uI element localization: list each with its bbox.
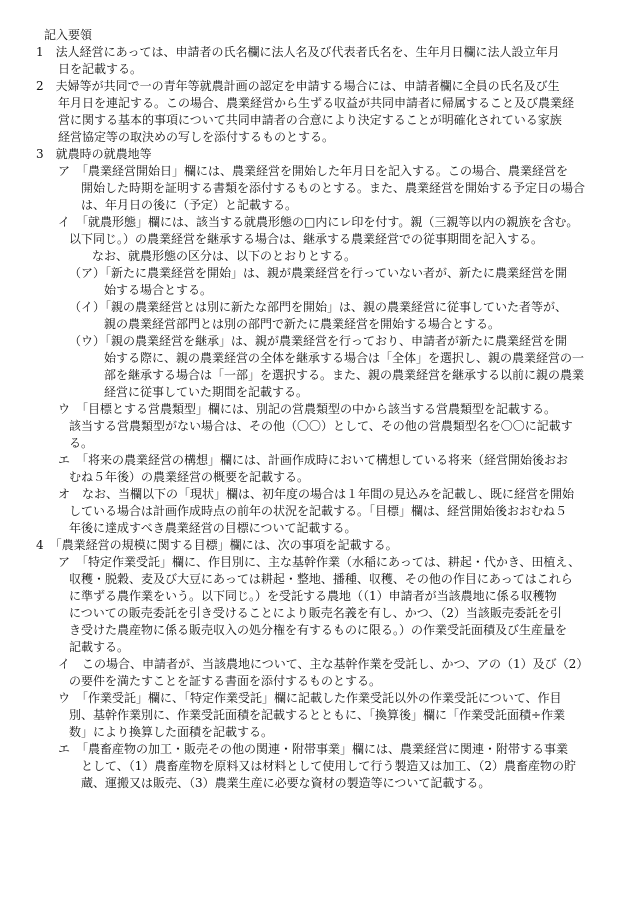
text-line: 経営に従事していた期間を記載する。 [104,385,309,399]
text-line: むね５年後）の農業経営の概要を記載する。 [69,470,310,484]
text-line: る。 [69,436,94,450]
text-line: 記載する。 [69,640,130,654]
text-line: は、年月日の後に（予定）と記載する。 [81,198,298,212]
text-line: 数」により換算した面積を記載する。 [69,725,274,739]
text-line: イ 「就農形態」欄には、該当する就農形態の□内にレ印を付す。親（三親等以内の親族を含む。 [58,215,579,229]
text-line: している場合は計画作成時点の前年の状況を記載する。「目標」欄は、経営開始後おおむね５ [69,504,568,518]
text-line: ウ 「作業受託」欄に、「特定作業受託」欄に記載した作業受託以外の作業受託について、作目 [58,691,562,705]
text-line: 営に関する基本的事項について共同申請者の合意により決定することが明確化されている家族 [58,113,562,127]
text-line: 以下同じ。）の農業経営を継承する場合は、継承する農業経営での従事期間を記入する。 [69,232,544,246]
text-line: 親の農業経営部門とは別の部門で新たに農業経営を開始する場合とする。 [104,317,501,331]
text-line: 4 「農業経営の規模に関する目標」欄には、次の事項を記載する。 [36,538,398,552]
text-line: （ア）「新たに農業経営を開始」は、親が農業経営を行っていない者が、新たに農業経営を開 [69,266,568,280]
text-line: ア 「特定作業受託」欄に、作目別に、主な基幹作業（水稲にあっては、耕起・代かき、田植え、 [58,555,581,569]
text-line: 経営協定等の取決めの写しを添付するものとする。 [58,130,335,144]
text-line: 日を記載する。 [58,62,143,76]
text-line: イ この場合、申請者が、当該農地について、主な基幹作業を受託し、かつ、アの（1）及び（2） [58,657,589,671]
text-line: エ 「農畜産物の加工・販売その他の関連・附帯事業」欄には、農業経営に関連・附帯する事業 [58,742,569,756]
text-line: についての販売委託を引き受けることにより販売名義を有し、かつ、（2）当該販売委託を引 [69,606,562,620]
text-line: オ なお、当欄以下の「現状」欄は、初年度の場合は１年間の見込みを記載し、既に経営を開始 [58,487,575,501]
text-line: なお、就農形態の区分は、以下のとおりとする。 [92,249,357,263]
text-line: 始する際に、親の農業経営の全体を継承する場合は「全体」を選択し、親の農業経営の一 [104,351,585,365]
text-line: ウ 「目標とする営農類型」欄には、別記の営農類型の中から該当する営農類型を記載する。 [58,402,557,416]
text-line: 蔵、運搬又は販売、（3）農業生産に必要な資材の製造等について記載する。 [81,776,491,790]
text-line: 1 法人経営にあっては、申請者の氏名欄に法人名及び代表者氏名を、生年月日欄に法人設立年月 [36,45,560,59]
text-line: 該当する営農類型がない場合は、その他（〇〇）として、その他の営農類型名を〇〇に記載す [69,419,573,433]
text-line: エ 「将来の農業経営の構想」欄には、計画作成時において構想している将来（経営開始後おお [58,453,569,467]
text-line: 別、基幹作業別に、作業受託面積を記載するとともに、「換算後」欄に「作業受託面積÷作業 [69,708,566,722]
text-line: き受けた農産物に係る販売収入の処分権を有するものに限る。）の作業受託面積及び生産量を [69,623,568,637]
text-line: 年後に達成すべき農業経営の目標について記載する。 [69,521,357,535]
text-line: 3 就農時の就農地等 [36,147,152,161]
text-line: 年月日を連記する。この場合、農業経営から生ずる収益が共同申請者に帰属すること及び農業経 [58,96,575,110]
text-line: 収穫・脱穀、麦及び大豆にあっては耕起・整地、播種、収穫、その他の作目にあってはこれら [69,572,573,586]
text-line: 始する場合とする。 [104,283,213,297]
text-line: の要件を満たすことを証する書面を添付するものとする。 [69,674,382,688]
text-line: 2 夫婦等が共同で一の青年等就農計画の認定を申請する場合には、申請者欄に全員の氏名及び生 [36,79,560,93]
document-heading: 記入要領 [44,28,93,42]
text-line: 開始した時期を証明する書類を添付するものとする。また、農業経営を開始する予定日の場合 [81,181,586,195]
text-line: （ウ）「親の農業経営を継承」は、親が農業経営を行っており、申請者が新たに農業経営を開 [69,334,568,348]
text-line: （イ）「親の農業経営とは別に新たな部門を開始」は、親の農業経営に従事していた者等が、 [69,300,568,314]
text-line: ア 「農業経営開始日」欄には、農業経営を開始した年月日を記入する。この場合、農業経営を [58,164,569,178]
text-line: に準ずる農作業をいう。以下同じ。）を受託する農地（（1）申請者が当該農地に係る収穫物 [69,589,557,603]
text-line: として、（1）農畜産物を原料又は材料として使用して行う製造又は加工、（2）農畜産物の貯 [81,759,577,773]
text-line: 部を継承する場合は「一部」を選択する。また、親の農業経営を継承する以前に親の農業 [104,368,585,382]
